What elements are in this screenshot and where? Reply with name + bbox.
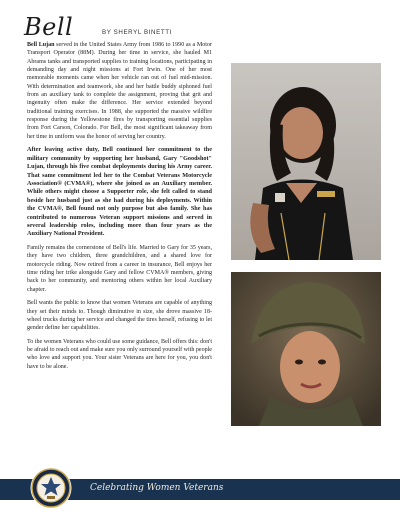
paragraph-family: Family remains the cornerstone of Bell's life. Married to Gary for 35 years, they have two children, three grandchildren, and a shared love for motorcycle riding. Now retired from a career in insurance, Bell enjoys her time riding her trike alongside Gary and fellow CVMA® members, giving back to her community, and mentoring others within her local Auxiliary chapter. [27,244,212,293]
subject-name: Bell Lujan [27,42,55,48]
article-byline: BY SHERYL BINETTI [102,29,172,36]
paragraph-advice: To the women Veterans who could use some guidance, Bell offers this: don't be afraid to reach out and make sure you only surround yourself with people who love and support you. Your sister Veterans are here for you, you don't have to be alone. [27,338,212,370]
paragraph-service-text: served in the United States Army from 1986 to 1990 as a Motor Transport Operator (88M). During her time in service, she hauled M1 Abrams tanks and transported supplies to training locations, participating in demanding day and night missions at Fort Irwin. One of her most memorable moments came when her vehicle ran out of fuel mid-mission. With determination and teamwork, she and her battle buddy siphoned fuel from an auxiliary tank to complete the assignment, proving that grit and ingenuity often make the difference. Her service extended beyond traditional training exercises. In 1988, she supported the massive wildfire response during the Yellowstone fires by transporting essential supplies from Fort Carson, Colorado. For Bell, the most significant takeaway from her time in uniform was the honor of serving her country. [27,42,212,140]
portrait-photo [231,63,381,260]
article-header [24,14,364,40]
service-photo [231,272,381,426]
paragraph-cvma: After leaving active duty, Bell continued her commitment to the military community by supporting her husband, Gary "Goodshot" Lujan, through his five combat deployments during his Army career. That same commitment led her to the Combat Veterans Motorcycle Association® (CVMA®), where she joined as an Auxiliary member. While others might choose a Supporter role, she felt called to stand beside her husband just as she had during his deployments. Within the CVMA®, Bell found not only purpose but also family. She has contributed to numerous Veteran support missions and served in several leadership roles, including more than four years as the Auxiliary National President. [27,146,212,238]
article-body [27,41,212,376]
paragraph-message: Bell wants the public to know that women Veterans are capable of anything they set their minds to. Though diminutive in size, she drove massive 18-wheel trucks during her service and changed the tires herself, refusing to let gender define her capabilities. [27,300,212,332]
footer-tagline: Celebrating Women Veterans [90,483,224,493]
army-seal-icon [30,467,72,509]
article-title: Bell [24,13,74,41]
paragraph-service [27,41,212,141]
